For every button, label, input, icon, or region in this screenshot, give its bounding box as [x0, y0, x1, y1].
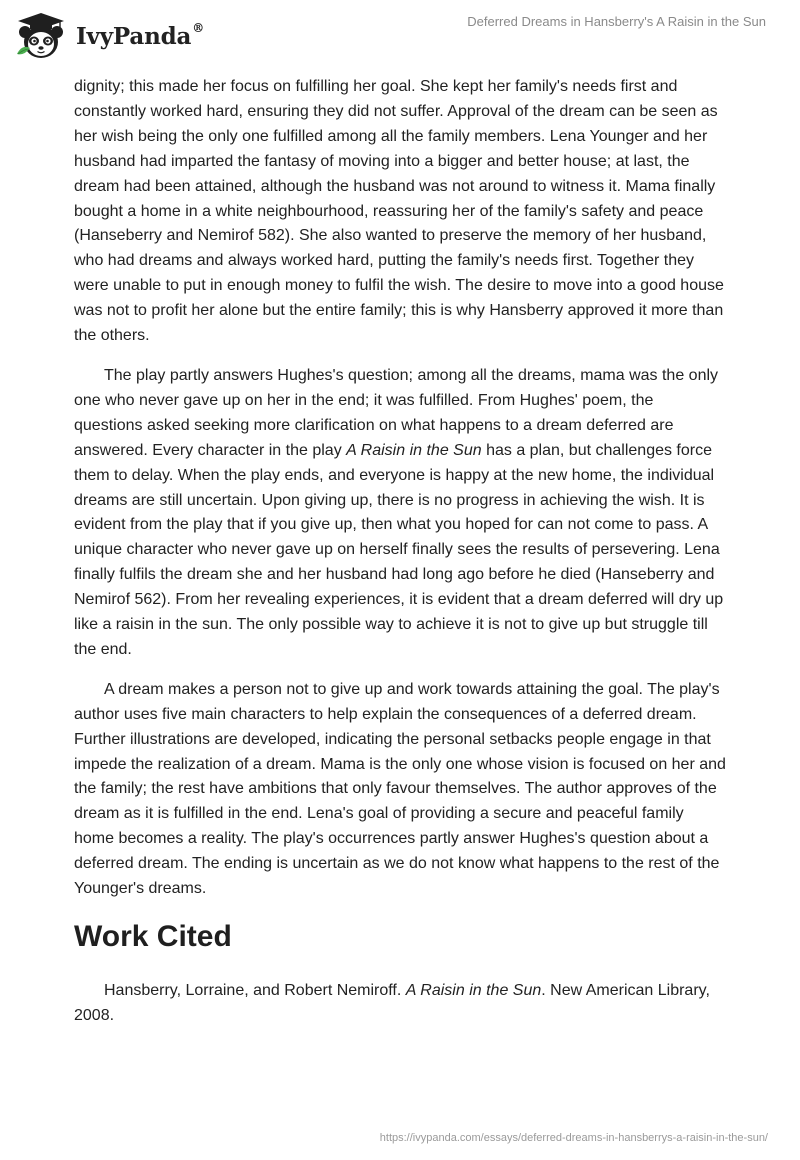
- paragraph-3: A dream makes a person not to give up and work towards attaining the goal. The play's author uses five main characters to help explain the consequences of a deferred dream. Further illustrations are developed, indicating the personal setbacks people engage in that impede the realization of a dream. Mama is the only one whose vision is focused on her and the family; the rest have ambitions that only favour themselves. The author approves of the dream as it is fulfilled in the end. Lena's goal of providing a secure and peaceful family home becomes a reality. The play's occurrences partly answer Hughes's question about a deferred dream. The ending is uncertain as we do not know what happens to the rest of the Younger's dreams.: [74, 680, 726, 898]
- document-title: Deferred Dreams in Hansberry's A Raisin in the Sun: [467, 14, 766, 29]
- page-header: [0, 0, 800, 72]
- work-cited-heading: Work Cited: [74, 920, 232, 953]
- citation-publisher: . New American Library, 2008.: [74, 982, 710, 1024]
- citation-authors: Hansberry, Lorraine, and Robert Nemiroff.: [104, 982, 406, 999]
- essay-body: [74, 75, 726, 1044]
- logo-text: IvyPanda®: [76, 20, 204, 50]
- paragraph-1: dignity; this made her focus on fulfilling her goal. She kept her family's needs first and constantly worked hard, ensuring they did not suffer. Approval of the dream can be seen as her wish being the only one fulfilled among all the family members. Lena Younger and her husband had imparted the fantasy of moving into a bigger and better house; at last, the dream had been attained, although the husband was not around to witness it. Mama finally bought a home in a white neighbourhood, reassuring her of the family's safety and peace (Hanseberry and Nemirof 582). She also wanted to preserve the memory of her husband, who had dreams and always worked hard, putting the family's needs first. Together they were unable to put in enough money to fulfil the wish. The desire to move into a good house was not to profit her alone but the entire family; this is why Hansberry approved it more than the others.: [74, 78, 724, 345]
- source-url[interactable]: https://ivypanda.com/essays/deferred-dreams-in-hansberrys-a-raisin-in-the-sun/: [379, 1132, 768, 1144]
- citation-title-italic: A Raisin in the Sun: [405, 982, 542, 999]
- citation-entry: [74, 979, 726, 1029]
- registered-mark: ®: [192, 20, 204, 35]
- paragraph-2: [74, 364, 726, 663]
- book-title-italic: A Raisin in the Sun: [346, 441, 482, 459]
- panda-graduate-icon: [14, 10, 68, 62]
- paragraph-2-text-b: has a plan, but challenges force them to delay. When the play ends, and everyone is happy at the new home, the individual dreams are still uncertain. Upon giving up, there is no progress in achieving the wish. It is evident from the play that if you give up, then what you hoped for can not come to pass. A unique character who never gave up on herself finally sees the results of persevering. Lena finally fulfils the dream she and her husband had long ago before he died (Hanseberry and Nemirof 562). From her revealing experiences, it is evident that a dream deferred will dry up like a raisin in the sun. The only possible way to achieve it is not to give up but struggle till the end.: [74, 441, 724, 658]
- paragraph-2-text-a: The play partly answers Hughes's question; among all the dreams, mama was the only one who never gave up on her in the end; it was fulfilled. From Hughes' poem, the questions asked seeking more clarification on what happens to a dream deferred are answered. Every character in the play: [74, 366, 719, 459]
- ivypanda-logo[interactable]: [14, 10, 204, 62]
